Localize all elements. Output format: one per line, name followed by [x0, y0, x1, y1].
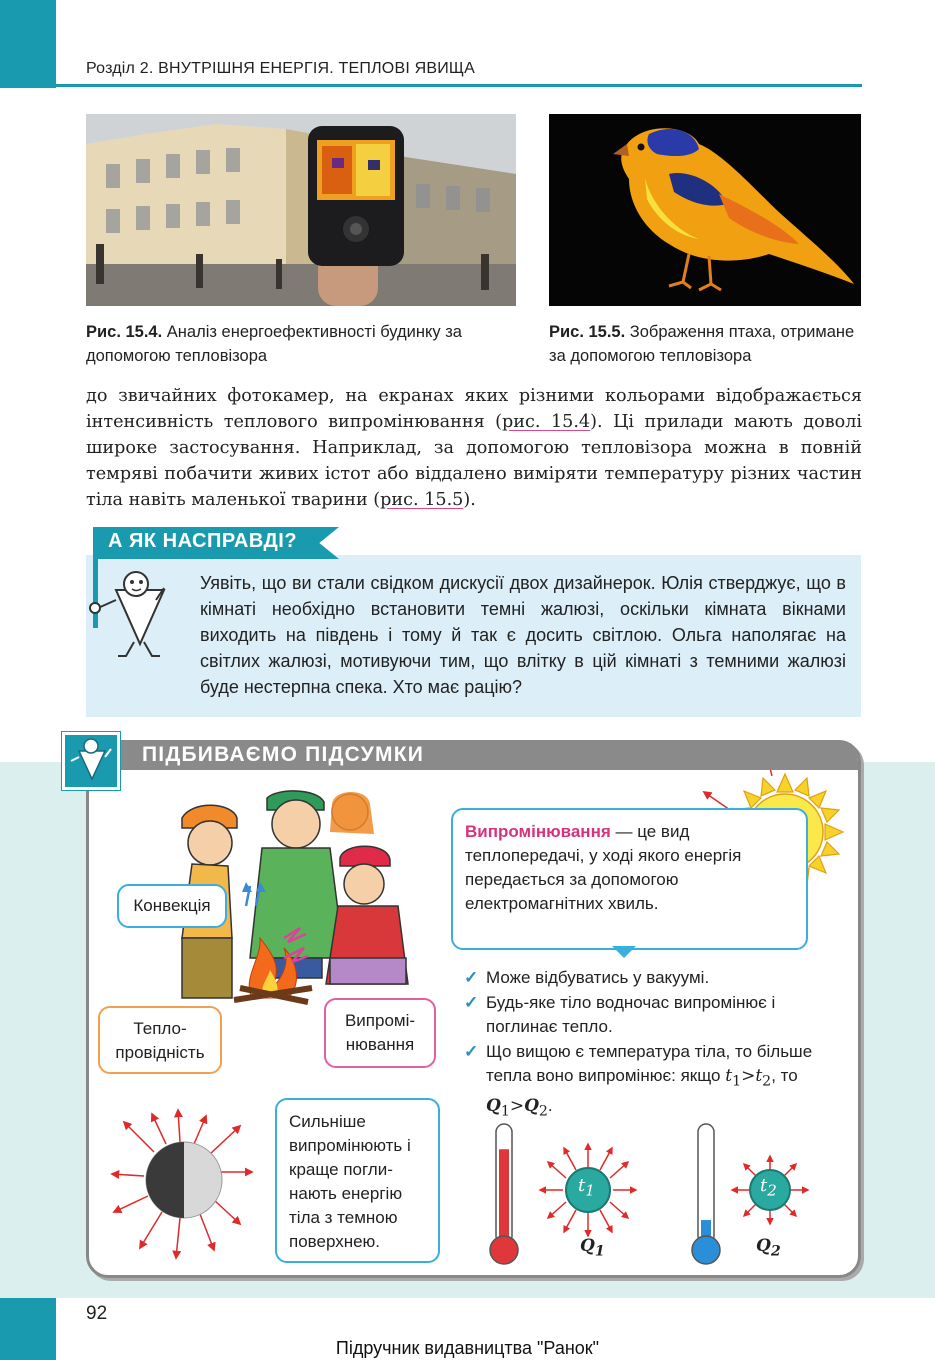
- formula-symbol: Q: [486, 1095, 501, 1116]
- heat-formula: [486, 1095, 548, 1120]
- conduction-bubble: [98, 1006, 222, 1074]
- figure-number: Рис. 15.4.: [86, 323, 163, 341]
- summary-mascot-icon: [62, 732, 120, 790]
- temperature-formula: [725, 1066, 772, 1090]
- fact-item: [464, 966, 824, 991]
- formula-symbol: t: [755, 1066, 763, 1086]
- ball-label-t1: [578, 1175, 595, 1200]
- definition-text: — це вид теплопередачі, у ході якого енергія передається за допомогою електромагнітних хвиль.: [465, 822, 742, 913]
- fact-text: Може відбуватись у вакуумі.: [486, 968, 710, 987]
- definition-bubble-tail: [612, 946, 636, 958]
- radiation-label-line2: нювання: [345, 1035, 415, 1054]
- definition-term: Випромінювання: [465, 822, 611, 841]
- ball-label-symbol: t: [760, 1175, 768, 1196]
- ball-label-t2: [760, 1175, 777, 1200]
- dark-surface-text: Сильніше випромінюють і краще поглинають енергію тіла з темною поверхнею.: [289, 1112, 411, 1251]
- body-text-part: ).: [463, 490, 476, 510]
- figure-caption-15-5: [549, 320, 864, 368]
- figure-number: Рис. 15.5.: [549, 323, 626, 341]
- figure-reference-link[interactable]: рис. 15.4: [502, 412, 591, 432]
- ball-label-symbol: Q: [580, 1236, 595, 1256]
- fact-text: Що вищою є температура тіла, то більше тепла воно випромінює: якщо: [486, 1041, 813, 1085]
- convection-bubble: [117, 884, 227, 928]
- ball-label-subscript: 1: [585, 1181, 595, 1200]
- dark-light-sphere-illustration: [110, 1108, 260, 1268]
- checkmark-icon: ✓: [464, 968, 479, 987]
- conduction-label-line2: провідність: [115, 1043, 205, 1062]
- mascot-icon: [86, 570, 186, 662]
- formula-end: .: [547, 1095, 553, 1115]
- conduction-label-line1: Тепло-: [133, 1019, 187, 1038]
- dark-surface-bubble: [275, 1098, 440, 1263]
- checkmark-icon: ✓: [464, 992, 479, 1012]
- thermometer-hot: [490, 1124, 518, 1264]
- formula-operator: >: [741, 1066, 756, 1086]
- body-paragraph: [86, 383, 862, 513]
- radiation-definition-bubble: [451, 808, 808, 950]
- figure-caption-15-4: [86, 320, 516, 368]
- formula-connector: , то: [771, 1066, 798, 1085]
- formula-symbol: Q: [524, 1095, 539, 1116]
- publisher-footer: Підручник видавництва "Ранок": [335, 1338, 600, 1358]
- figure-thermal-bird: [549, 114, 861, 306]
- figure-caption-text: Аналіз енергоефективності будинку за допомогою тепловізора: [86, 323, 462, 365]
- convection-label: Конвекція: [133, 896, 211, 915]
- ball-label-q1: [580, 1236, 605, 1259]
- ball-label-subscript: 1: [594, 1243, 605, 1260]
- ball-label-subscript: 2: [767, 1181, 777, 1200]
- body-text-part: ). Ці прилади мають доволі широке застосування. Наприклад, за допомогою тепловізора можна в повній темряві побачити живих істот або віддалено виміряти температуру різних частин тіла навіть маленької тварини (: [86, 412, 862, 510]
- radiation-bubble: [324, 998, 436, 1068]
- formula-subscript: 2: [538, 1103, 548, 1120]
- formula-symbol: t: [725, 1066, 733, 1086]
- thermometer-comparison: [470, 1120, 850, 1270]
- section-header: Розділ 2. ВНУТРІШНЯ ЕНЕРГІЯ. ТЕПЛОВІ ЯВИЩА: [86, 60, 476, 77]
- corner-tab-top: [0, 0, 56, 88]
- checkmark-icon: ✓: [464, 1041, 479, 1061]
- formula-subscript: 1: [500, 1103, 510, 1120]
- figure-caption-text: Зображення птаха, отримане за допомогою тепловізора: [549, 323, 855, 365]
- formula-subscript: 1: [732, 1073, 742, 1090]
- fact-text: Будь-яке тіло водночас випромінює і поглинає тепло.: [486, 992, 776, 1036]
- question-text: Уявіть, що ви стали свідком дискусії двох дизайнерок. Юлія стверджує, що в кімнаті необхідно встановити темні жалюзі, оскільки кімната вікнами виходить на південь і тому й так є досить світлою. Ольга наполягає на світлих жалюзі, мотивуючи тим, що влітку в цій кімнаті з темними жалюзі буде нестерпна спека. Хто має рацію?: [200, 573, 846, 697]
- thermometer-cold: [692, 1124, 720, 1264]
- ball-label-symbol: Q: [756, 1236, 771, 1256]
- summary-title: ПІДБИВАЄМО ПІДСУМКИ: [142, 743, 425, 766]
- ball-label-q2: [756, 1236, 781, 1259]
- header-rule: [56, 84, 862, 87]
- figure-thermal-imager-building: [86, 114, 516, 306]
- figure-reference-link[interactable]: рис. 15.5: [380, 490, 464, 510]
- ball-label-symbol: t: [578, 1175, 586, 1196]
- fact-item: [464, 1040, 824, 1124]
- formula-subscript: 2: [762, 1073, 772, 1090]
- page-number: 92: [86, 1303, 108, 1324]
- formula-operator: >: [509, 1095, 525, 1116]
- question-title: А ЯК НАСПРАВДІ?: [108, 530, 298, 552]
- fact-item: [464, 991, 824, 1040]
- radiation-facts-list: [464, 966, 824, 1124]
- radiation-label-line1: Випромі-: [344, 1011, 416, 1030]
- ball-label-subscript: 2: [770, 1243, 781, 1260]
- body-text-part: до звичайних фотокамер, на екранах яких різними кольорами відображається інтенсивність теплового випромінювання (: [86, 386, 862, 432]
